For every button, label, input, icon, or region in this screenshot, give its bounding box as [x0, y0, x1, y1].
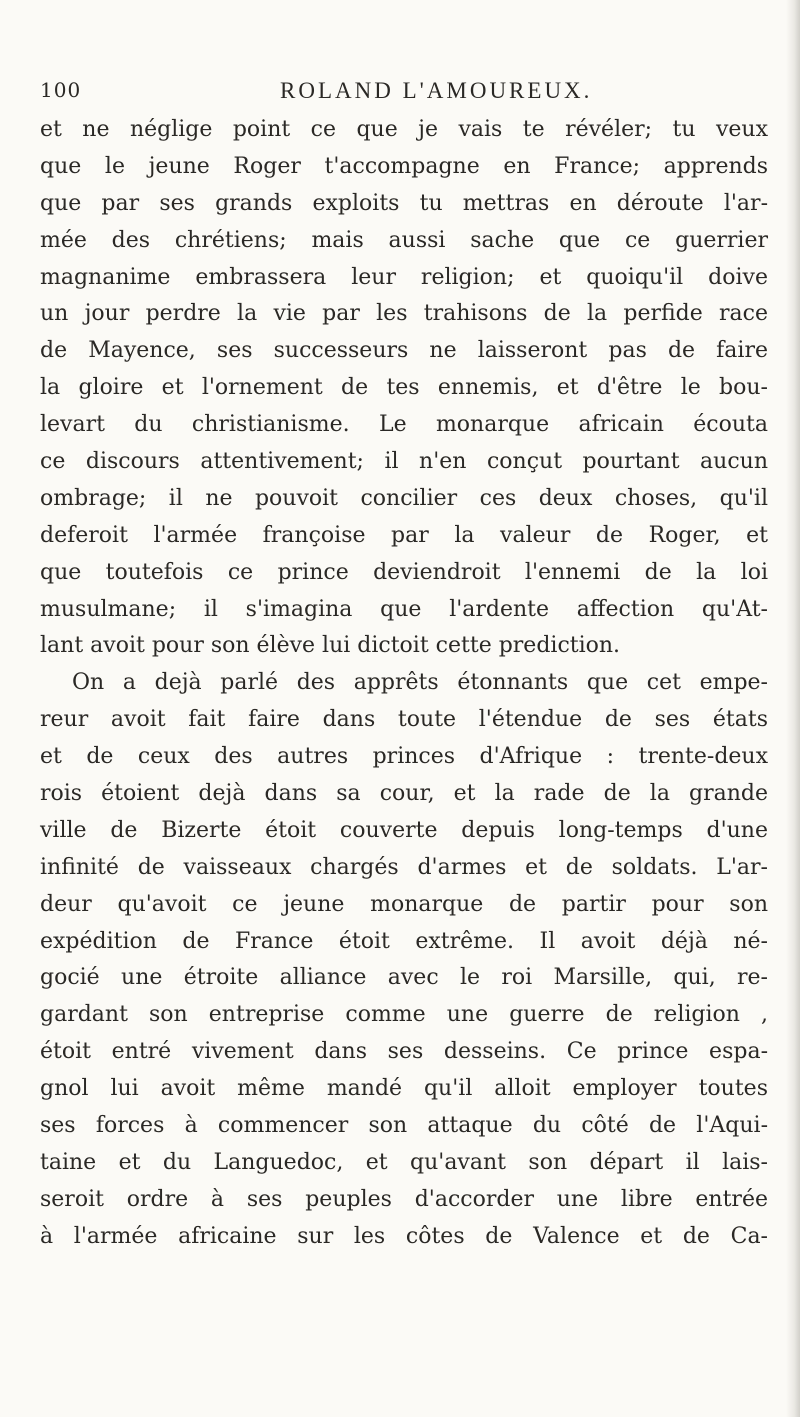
text-line: que toutefois ce prince deviendroit l'ennemi de la loi	[40, 559, 768, 585]
text-line: et ne néglige point ce que je vais te révéler; tu veux	[40, 117, 768, 142]
text-line: lant avoit pour son élève lui dictoit cette prediction.	[40, 633, 621, 659]
text-line: expédition de France étoit extrême. Il avoit déjà né-	[40, 928, 768, 954]
text-line: deur qu'avoit ce jeune monarque de partir pour son	[40, 891, 768, 917]
text-line: ombrage; il ne pouvoit concilier ces deux choses, qu'il	[40, 485, 768, 511]
text-line: gocié une étroite alliance avec le roi Marsille, qui, re-	[40, 965, 768, 991]
text-line: mée des chrétiens; mais aussi sache que ce guerrier	[40, 227, 768, 253]
text-line: un jour perdre la vie par les trahisons de la perfide race	[40, 301, 768, 327]
text-line: gnol lui avoit même mandé qu'il alloit employer toutes	[40, 1076, 768, 1102]
text-line: infinité de vaisseaux chargés d'armes et de soldats. L'ar-	[40, 854, 768, 880]
text-line: ville de Bizerte étoit couverte depuis long-temps d'une	[40, 817, 768, 843]
running-title: ROLAND L'AMOUREUX.	[280, 78, 593, 103]
text-line: reur avoit fait faire dans toute l'étendue de ses états	[40, 707, 768, 733]
text-line: et de ceux des autres princes d'Afrique : trente-deux	[40, 744, 768, 770]
text-line: musulmane; il s'imagina que l'ardente affection qu'At-	[40, 596, 768, 622]
text-line: levart du christianisme. Le monarque africain écouta	[40, 412, 768, 438]
page-header	[40, 78, 770, 112]
text-line: On a dejà parlé des apprêts étonnants que cet empe-	[72, 670, 768, 696]
page-number: 100	[40, 78, 82, 102]
text-line: à l'armée africaine sur les côtes de Valence et de Ca-	[40, 1223, 768, 1249]
text-line: deferoit l'armée françoise par la valeur de Roger, et	[40, 522, 768, 548]
text-line: étoit entré vivement dans ses desseins. Ce prince espa-	[40, 1039, 768, 1065]
body-text	[40, 112, 768, 1256]
text-line: rois étoient dejà dans sa cour, et la rade de la grande	[40, 781, 768, 807]
text-line: de Mayence, ses successeurs ne laisseront pas de faire	[40, 338, 768, 364]
text-line: ce discours attentivement; il n'en conçut pourtant aucun	[40, 449, 768, 475]
text-line: que le jeune Roger t'accompagne en France; apprends	[40, 153, 768, 179]
text-line: taine et du Languedoc, et qu'avant son départ il lais-	[40, 1149, 768, 1175]
page-edge-shadow	[786, 0, 800, 1417]
text-line: gardant son entreprise comme une guerre de religion ,	[40, 1002, 768, 1028]
text-line: seroit ordre à ses peuples d'accorder une libre entrée	[40, 1186, 768, 1212]
text-line: que par ses grands exploits tu mettras en déroute l'ar-	[40, 190, 768, 216]
text-line: ses forces à commencer son attaque du côté de l'Aqui-	[40, 1113, 768, 1139]
text-line: magnanime embrassera leur religion; et quoiqu'il doive	[40, 264, 768, 290]
text-line: la gloire et l'ornement de tes ennemis, et d'être le bou-	[40, 375, 768, 401]
